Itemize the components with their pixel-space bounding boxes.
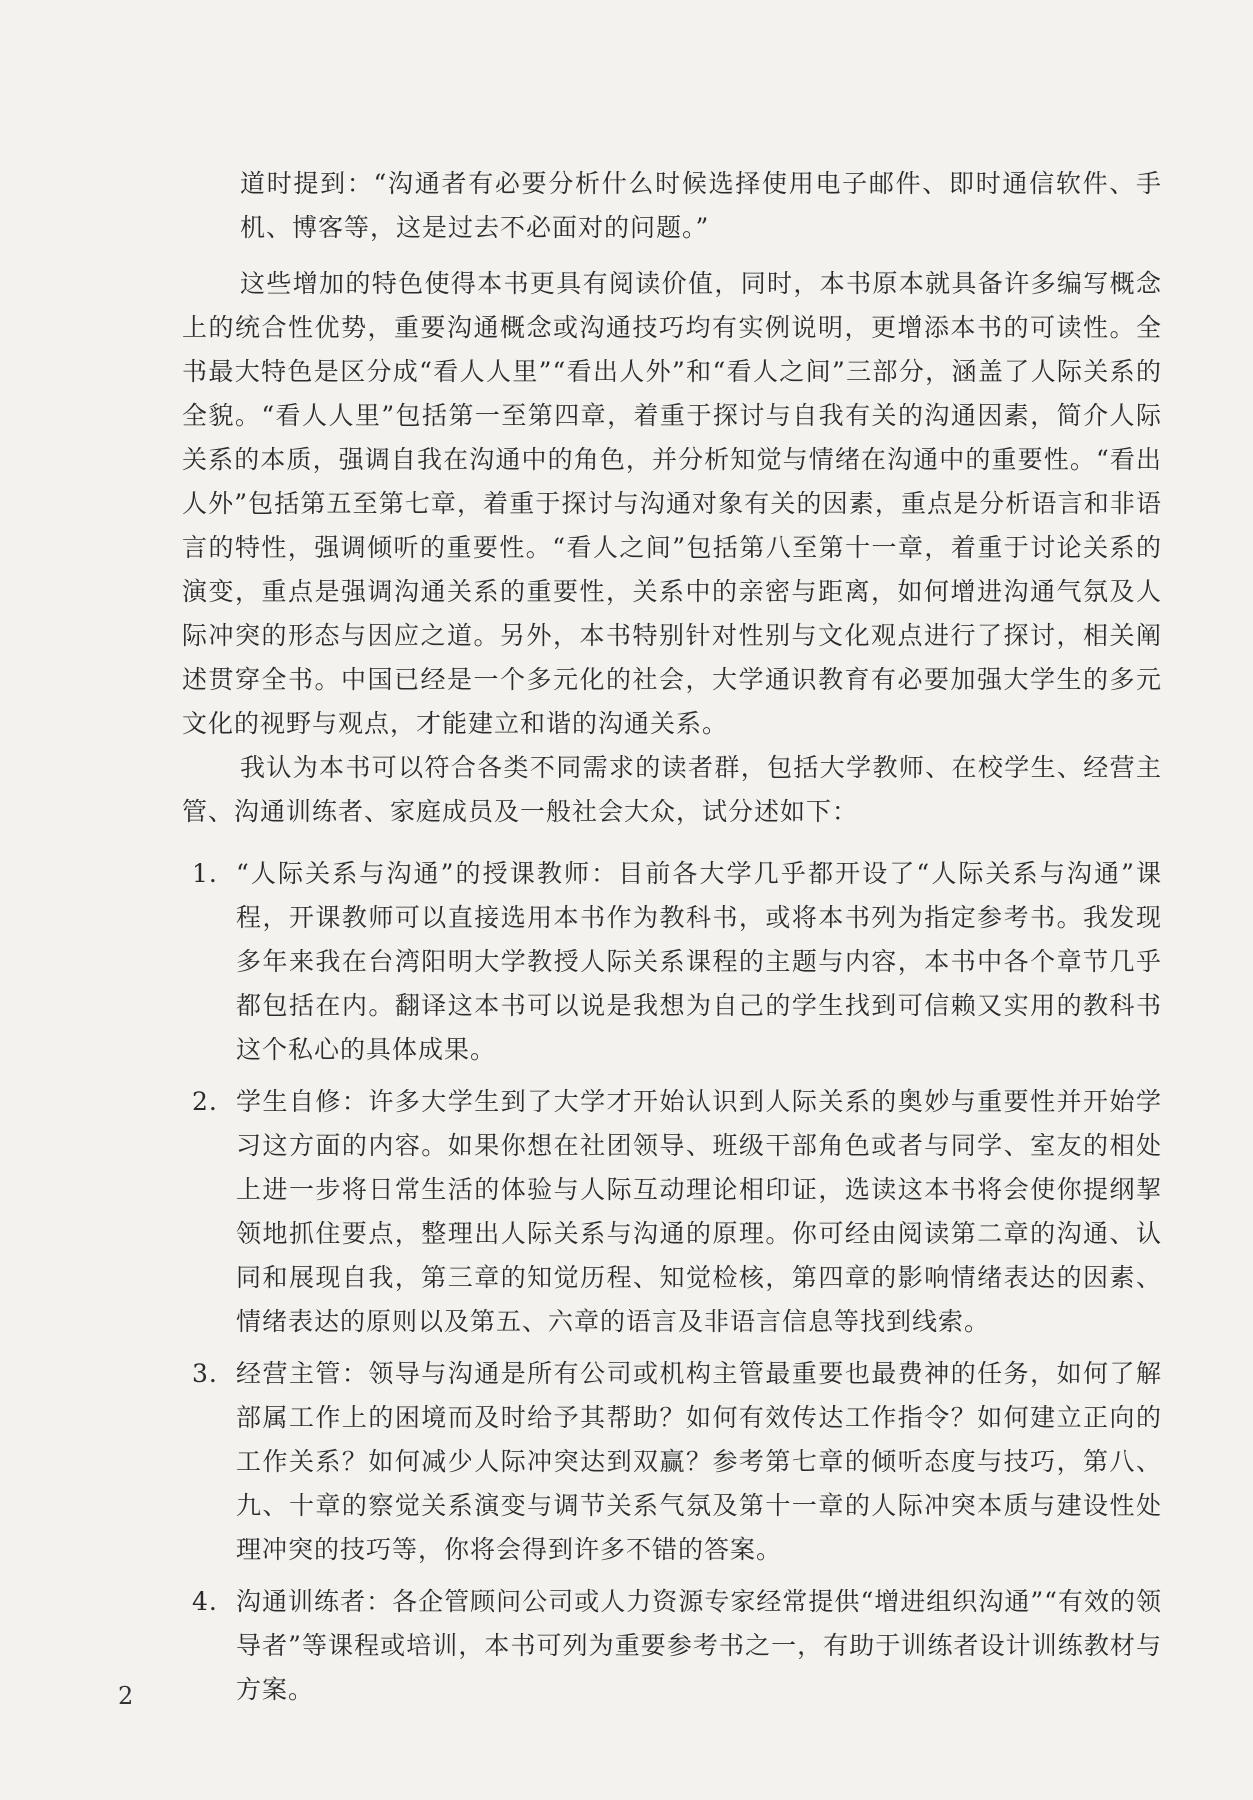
list-item-text: 经营主管：领导与沟通是所有公司或机构主管最重要也最费神的任务，如何了解部属工作上的困境而及时给予其帮助？如何有效传达工作指令？如何建立正向的工作关系？如何减少人际冲突达到双赢？参考第七章的倾听态度与技巧，第八、九、十章的察觉关系演变与调节关系气氛及第十一章的人际冲突本质与建设性处理冲突的技巧等，你将会得到许多不错的答案。 xyxy=(236,1359,1162,1564)
list-item-number: 2. xyxy=(192,1087,218,1116)
reader-group-list xyxy=(192,852,1162,1720)
features-paragraph-block xyxy=(182,262,1162,834)
list-item-number: 1. xyxy=(192,859,218,888)
list-item xyxy=(192,1080,1162,1344)
list-item-number: 3. xyxy=(192,1359,218,1388)
continued-paragraph: 道时提到：“沟通者有必要分析什么时候选择使用电子邮件、即时通信软件、手机、博客等，这是过去不必面对的问题。” xyxy=(240,169,1162,242)
page-number: 2 xyxy=(118,1682,134,1710)
list-item xyxy=(192,1352,1162,1572)
continued-quote-block xyxy=(182,162,1162,250)
body-paragraph: 我认为本书可以符合各类不同需求的读者群，包括大学教师、在校学生、经营主管、沟通训练者、家庭成员及一般社会大众，试分述如下： xyxy=(182,753,1162,826)
list-item-number: 4. xyxy=(192,1587,218,1616)
body-paragraph: 这些增加的特色使得本书更具有阅读价值，同时，本书原本就具备许多编写概念上的统合性优势，重要沟通概念或沟通技巧均有实例说明，更增添本书的可读性。全书最大特色是区分成“看人人里”“看出人外”和“看人之间”三部分，涵盖了人际关系的全貌。“看人人里”包括第一至第四章，着重于探讨与自我有关的沟通因素，简介人际关系的本质，强调自我在沟通中的角色，并分析知觉与情绪在沟通中的重要性。“看出人外”包括第五至第七章，着重于探讨与沟通对象有关的因素，重点是分析语言和非语言的特性，强调倾听的重要性。“看人之间”包括第八至第十一章，着重于讨论关系的演变，重点是强调沟通关系的重要性，关系中的亲密与距离，如何增进沟通气氛及人际冲突的形态与因应之道。另外，本书特别针对性别与文化观点进行了探讨，相关阐述贯穿全书。中国已经是一个多元化的社会，大学通识教育有必要加强大学生的多元文化的视野与观点，才能建立和谐的沟通关系。 xyxy=(182,269,1162,738)
list-item-text: 学生自修：许多大学生到了大学才开始认识到人际关系的奥妙与重要性并开始学习这方面的内容。如果你想在社团领导、班级干部角色或者与同学、室友的相处上进一步将日常生活的体验与人际互动理论相印证，选读这本书将会使你提纲挈领地抓住要点，整理出人际关系与沟通的原理。你可经由阅读第二章的沟通、认同和展现自我，第三章的知觉历程、知觉检核，第四章的影响情绪表达的因素、情绪表达的原则以及第五、六章的语言及非语言信息等找到线索。 xyxy=(236,1087,1162,1336)
list-item-text: 沟通训练者：各企管顾问公司或人力资源专家经常提供“增进组织沟通”“有效的领导者”等课程或培训，本书可列为重要参考书之一，有助于训练者设计训练教材与方案。 xyxy=(236,1587,1162,1704)
list-item xyxy=(192,852,1162,1072)
list-item xyxy=(192,1580,1162,1712)
list-item-text: “人际关系与沟通”的授课教师：目前各大学几乎都开设了“人际关系与沟通”课程，开课教师可以直接选用本书作为教科书，或将本书列为指定参考书。我发现多年来我在台湾阳明大学教授人际关系课程的主题与内容，本书中各个章节几乎都包括在内。翻译这本书可以说是我想为自己的学生找到可信赖又实用的教科书这个私心的具体成果。 xyxy=(236,859,1162,1064)
